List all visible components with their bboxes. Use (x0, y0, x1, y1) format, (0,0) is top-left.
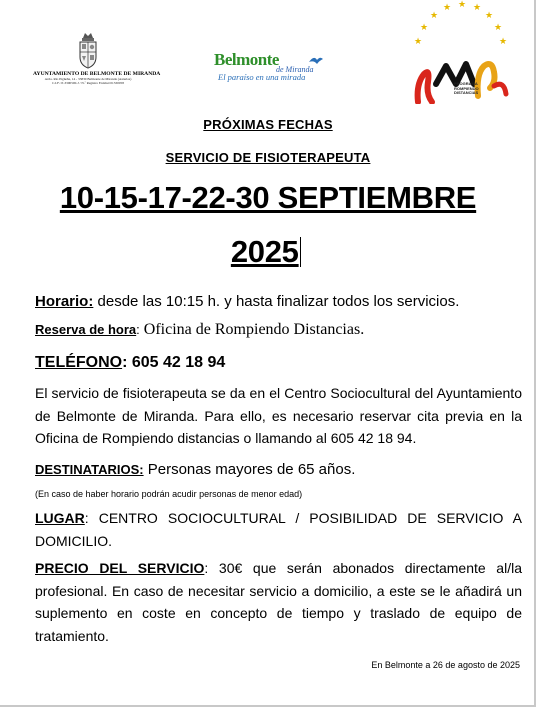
svg-text:★: ★ (499, 37, 508, 47)
service-heading: SERVICIO DE FISIOTERAPEUTA (165, 150, 371, 165)
svg-text:★: ★ (485, 11, 494, 21)
lugar-label: LUGAR (35, 510, 85, 526)
year-heading (0, 234, 534, 270)
belmonte-logo-word: Belmonte (214, 50, 279, 69)
ayuntamiento-address: Avda. Río Pigüeña, 14 - 33830 Belmonte de Miranda (Asturias) (44, 77, 132, 81)
horario-label: Horario: (35, 293, 94, 310)
precio-label: PRECIO DEL SERVICIO (35, 560, 205, 576)
age-note: (En caso de haber horario podrán acudir personas de menor edad) (35, 489, 303, 499)
rompiendo-distancias-caption (454, 82, 479, 96)
reserva-line (35, 321, 364, 339)
belmonte-logo-sub: de Miranda (276, 65, 314, 74)
destinatarios-text: Personas mayores de 65 años. (143, 461, 356, 478)
precio-text: : 30€ que serán abonados directamente al/la profesional. En caso de necesitar servicio a domicilio, a este se le añadirá un suplemento en coste en concepto de tiempo y traslado de equipo de tratamiento. (35, 560, 522, 644)
ayuntamiento-name: AYUNTAMIENTO DE BELMONTE DE MIRANDA (33, 71, 161, 77)
belmonte-logo (210, 48, 330, 88)
ayuntamiento-logo (33, 30, 161, 85)
reserva-colon: : (136, 322, 140, 337)
svg-text:★: ★ (458, 0, 467, 10)
svg-text:★: ★ (430, 11, 439, 21)
lugar-text: : CENTRO SOCIOCULTURAL / POSIBILIDAD DE SERVICIO A DOMICILIO. (35, 510, 522, 549)
description-paragraph: El servicio de fisioterapeuta se da en el Centro Sociocultural del Ayuntamiento de Belmonte de Miranda. Para ello, es necesario reservar cita previa en la Oficina de Rompiendo distancias o llamando al 605 42 18 94. (35, 385, 522, 446)
svg-text:★: ★ (420, 23, 429, 33)
text-cursor (300, 237, 302, 267)
caption-line: DISTANCIAS (454, 90, 479, 95)
horario-text: desde las 10:15 h. y hasta finalizar todos los servicios. (93, 293, 460, 310)
bird-icon (308, 54, 324, 68)
horario-line (35, 293, 459, 310)
caption-line: ROMPIENDO (454, 85, 479, 91)
destinatarios-label: DESTINATARIOS: (35, 462, 144, 477)
upcoming-dates-heading: PRÓXIMAS FECHAS (203, 117, 333, 132)
telefono-label: TELÉFONO (35, 354, 123, 371)
caption-line: PROGRAMA (454, 81, 478, 86)
lugar-paragraph (35, 507, 522, 552)
telefono-number: 605 42 18 94 (127, 354, 226, 371)
belmonte-logo-tagline: El paraíso en una mirada (218, 72, 306, 82)
svg-text:★: ★ (473, 3, 482, 13)
year-text: 2025 (230, 234, 299, 269)
svg-text:★: ★ (494, 23, 503, 33)
rompiendo-distancias-logo (408, 0, 518, 108)
reserva-label: Reserva de hora (35, 322, 137, 337)
svg-text:★: ★ (414, 37, 423, 47)
telefono-colon: : (122, 354, 128, 371)
destinatarios-line (35, 461, 355, 479)
precio-paragraph (35, 557, 522, 647)
svg-text:★: ★ (443, 3, 452, 13)
date-signature: En Belmonte a 26 de agosto de 2025 (371, 660, 520, 670)
telefono-line (35, 354, 225, 372)
coat-of-arms-icon (75, 30, 101, 70)
ayuntamiento-cif: C.I.F.: P-3300500-J / N.º Registro Entidad 01330058 (52, 81, 124, 85)
dates-heading: 10-15-17-22-30 SEPTIEMBRE (59, 180, 477, 215)
reserva-text: Oficina de Rompiendo Distancias. (139, 321, 365, 338)
